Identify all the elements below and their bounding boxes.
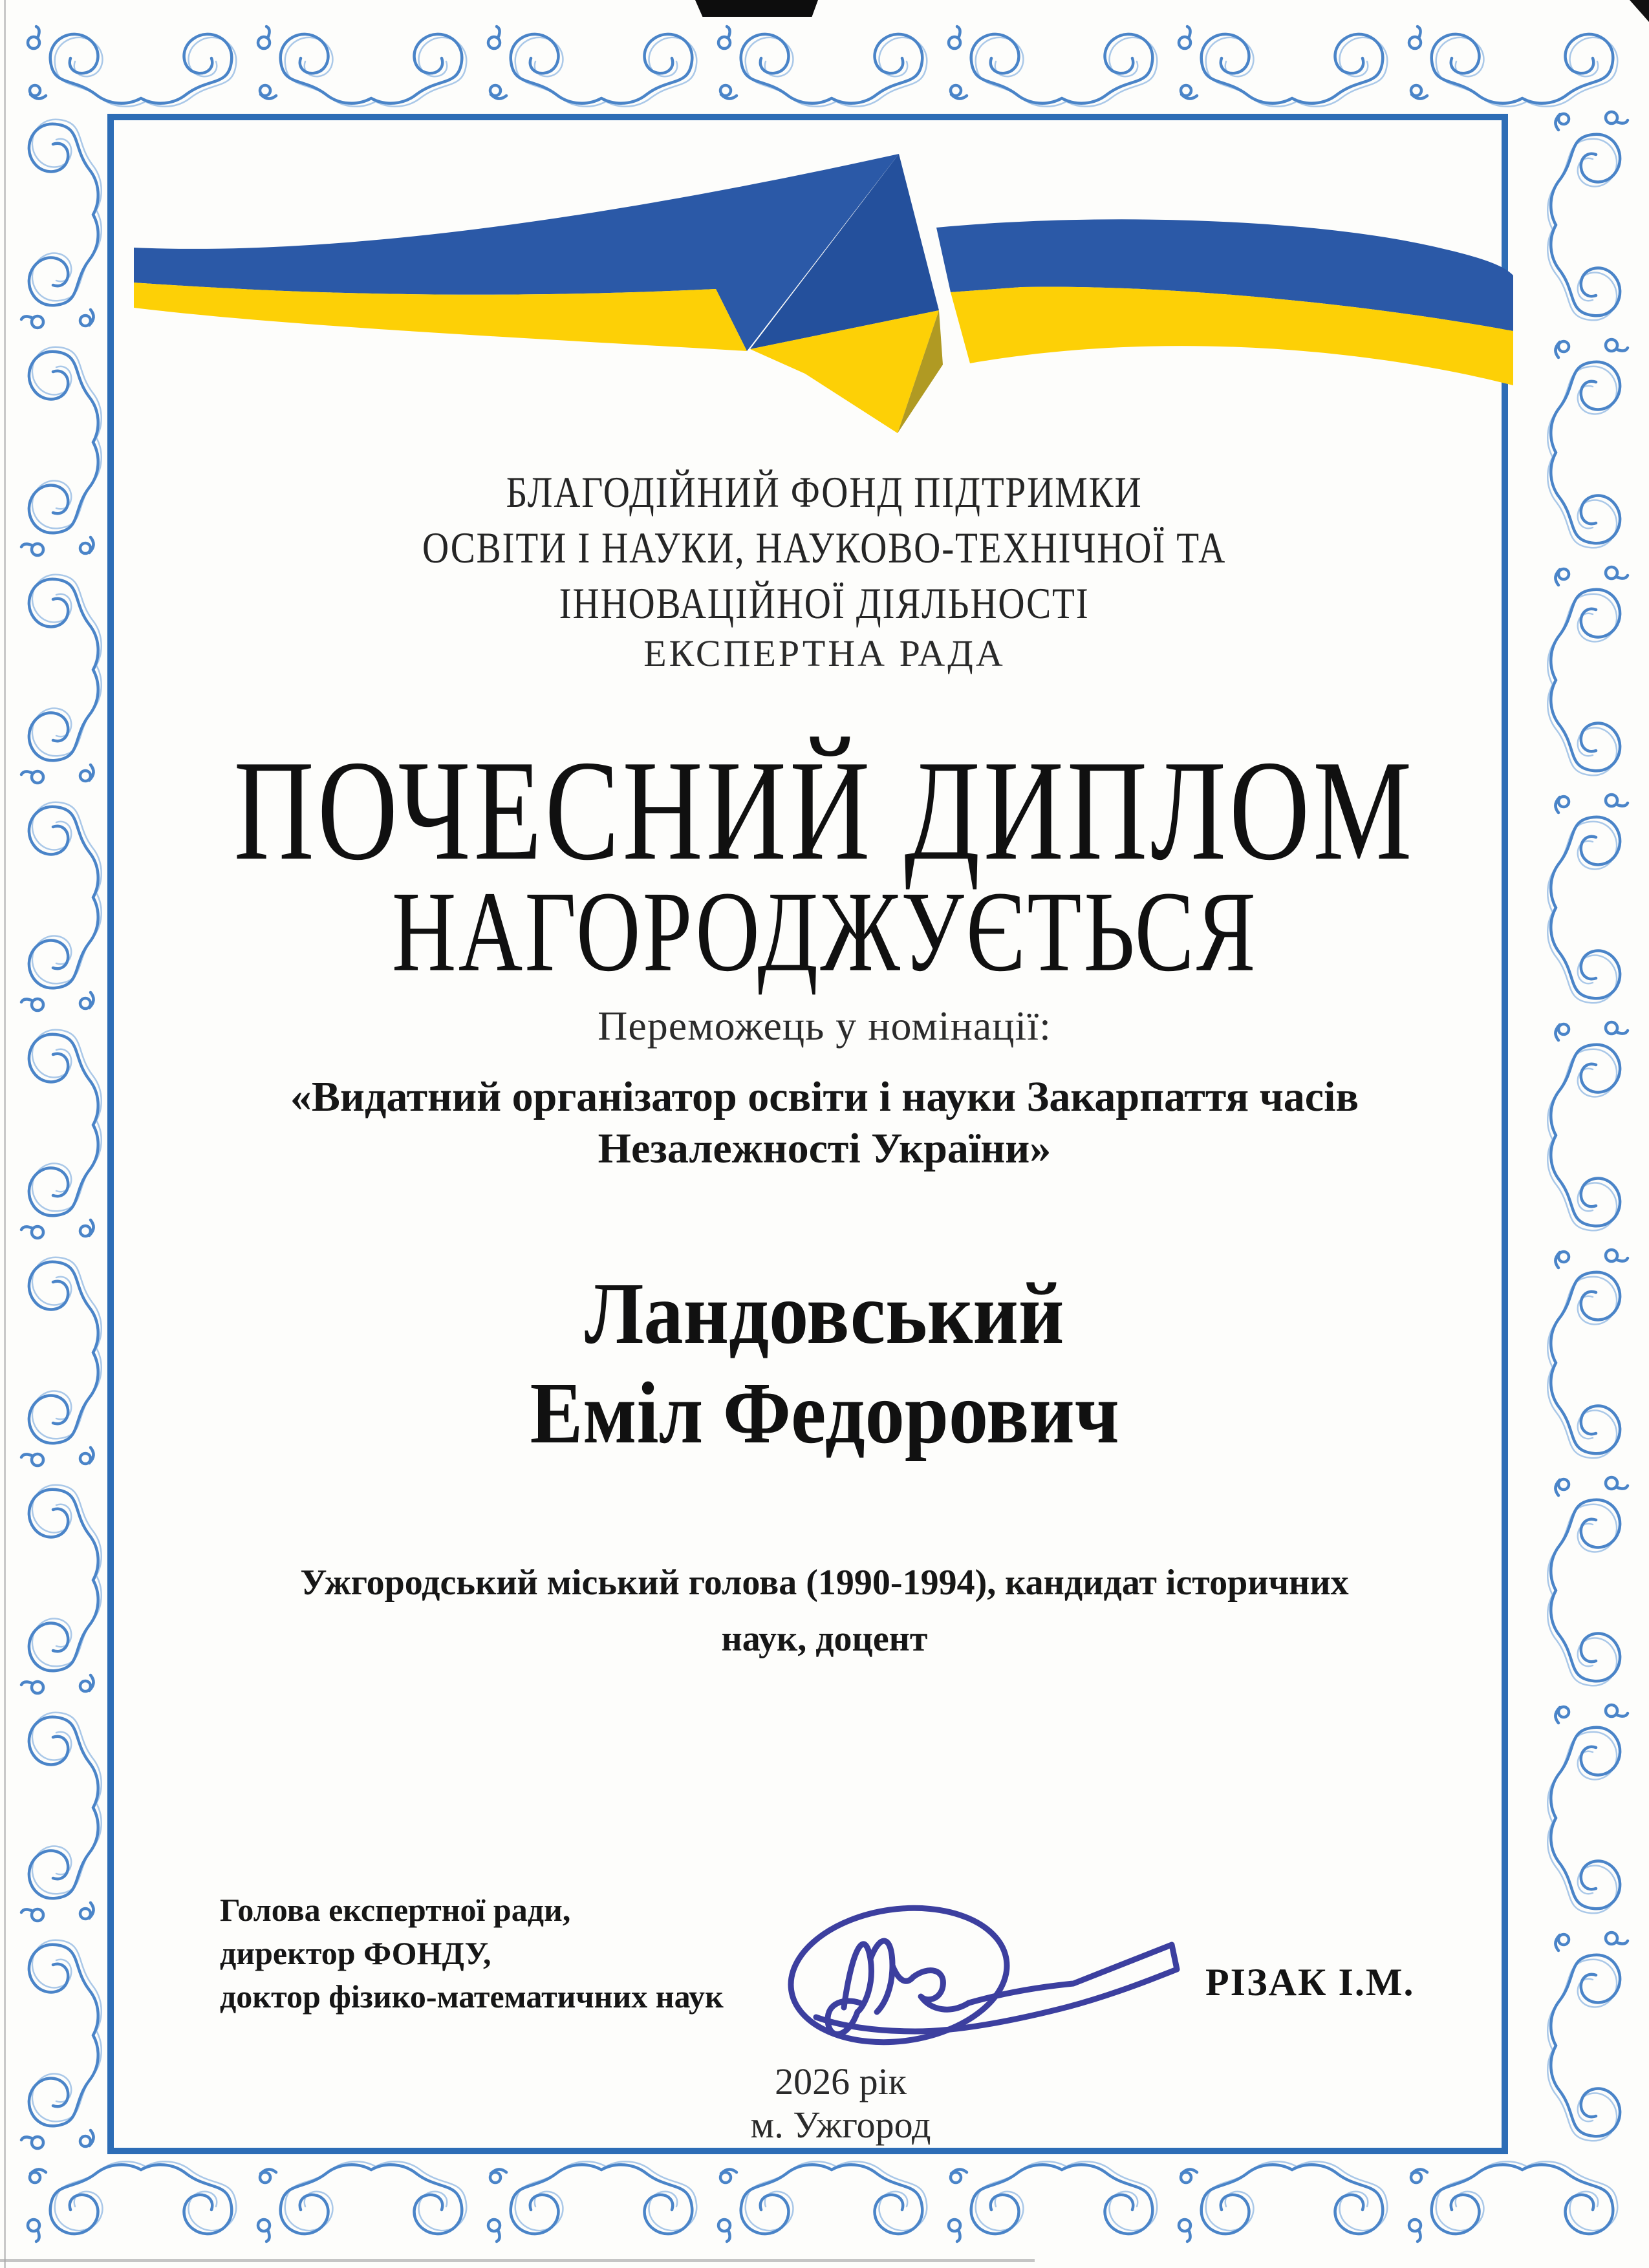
scan-artifact-top: [695, 0, 818, 17]
category-intro: Переможець у номінації:: [598, 1003, 1051, 1049]
recipient-description-line1: Ужгородський міський голова (1990-1994), кандидат історичних: [300, 1563, 1349, 1603]
footer-date-place: [32, 2060, 1649, 2146]
org-name-line3: ІННОВАЦІЙНОЇ ДІЯЛЬНОСТІ: [559, 579, 1090, 628]
signatory-role-line2: директор ФОНДУ,: [220, 1935, 491, 1971]
recipient-given-names: Еміл Федорович: [530, 1365, 1119, 1462]
scan-edge-bottom: [0, 2259, 1035, 2262]
recipient-description-line2: наук, доцент: [721, 1619, 928, 1659]
signatory-role-line1: Голова експертної ради,: [220, 1892, 571, 1928]
signatory-role-line3: доктор фізико-математичних наук: [220, 1978, 724, 2015]
nomination-line1: «Видатний організатор освіти і науки Закарпаття часів: [290, 1073, 1359, 1120]
scan-edge-left: [4, 0, 6, 2268]
scan-artifact-corner: [1630, 0, 1649, 22]
org-name-line1: БЛАГОДІЙНИЙ ФОНД ПІДТРИМКИ: [506, 468, 1143, 517]
signer-name: РІЗАК І.М.: [1205, 1961, 1415, 2004]
expert-council-label: ЕКСПЕРТНА РАДА: [643, 632, 1006, 674]
footer-city: м. Ужгород: [750, 2104, 931, 2146]
awarded-to-title: НАГОРОДЖУЄТЬСЯ: [391, 868, 1258, 996]
footer-year: 2026 рік: [775, 2060, 907, 2102]
recipient-surname: Ландовський: [585, 1265, 1064, 1362]
org-name-line2: ОСВІТИ І НАУКИ, НАУКОВО-ТЕХНІЧНОЇ ТА: [422, 524, 1227, 573]
nomination-line2: Незалежності України»: [598, 1125, 1051, 1172]
diploma-title: ПОЧЕСНИЙ ДИПЛОМ: [233, 731, 1416, 890]
